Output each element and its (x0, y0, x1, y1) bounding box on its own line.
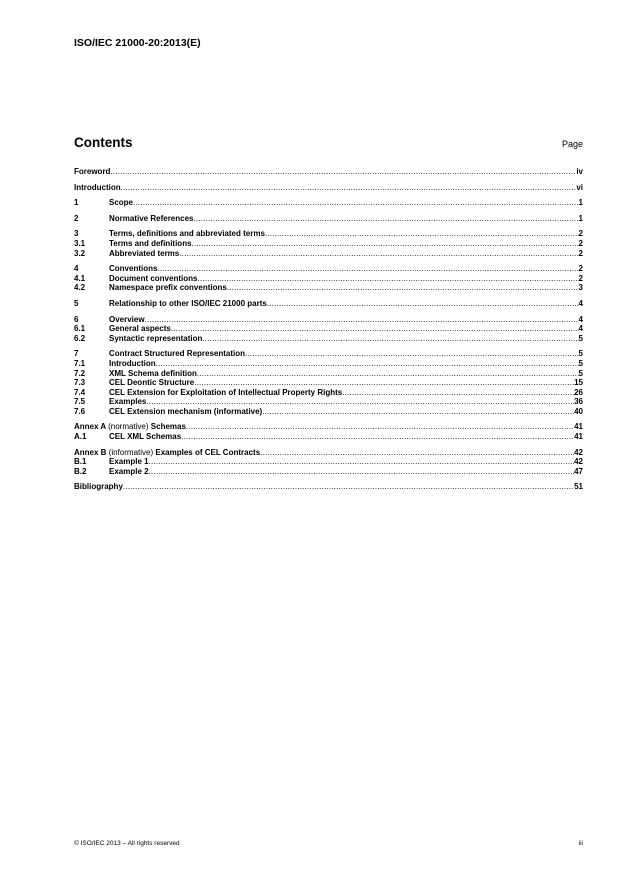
toc-entry-page: 5 (578, 358, 583, 368)
toc-entry-title: Examples of CEL Contracts (155, 447, 261, 457)
toc-entry[interactable] (74, 422, 583, 432)
toc-entry[interactable] (74, 229, 583, 239)
toc-entry-title: Introduction (109, 358, 156, 368)
toc-entry[interactable] (74, 334, 583, 344)
toc-entry-page: 42 (574, 457, 583, 467)
toc-dot-leader (197, 274, 578, 284)
toc-annex-label: Annex A (74, 422, 106, 432)
toc-entry-page: 5 (578, 349, 583, 359)
toc-entry-title: Terms and definitions (109, 238, 192, 248)
toc-dot-leader (149, 467, 575, 477)
toc-annex-qualifier: (normative) (108, 422, 149, 432)
toc-dot-leader (265, 229, 579, 239)
toc-entry-page: 2 (578, 264, 583, 274)
toc-entry[interactable] (74, 359, 583, 369)
toc-entry-page: 1 (578, 198, 583, 208)
toc-entry-page: 41 (574, 422, 583, 432)
toc-entry-page: vi (576, 182, 583, 192)
toc-dot-leader (245, 349, 579, 359)
toc-entry-page: 2 (578, 248, 583, 258)
toc-entry-number: 7.3 (74, 378, 86, 388)
toc-entry[interactable] (74, 299, 583, 309)
toc-entry[interactable] (74, 482, 583, 492)
toc-entry-title: XML Schema definition (109, 368, 197, 378)
toc-entry-title: Document conventions (109, 273, 198, 283)
toc-entry-title: Scope (109, 198, 134, 208)
toc-dot-leader (192, 239, 579, 249)
toc-entry-title: Conventions (109, 264, 158, 274)
toc-annex-label: Annex B (74, 447, 107, 457)
toc-entry[interactable] (74, 349, 583, 359)
toc-entry-title: CEL Extension for Exploitation of Intellectual Property Rights (109, 387, 343, 397)
toc-entry[interactable] (74, 457, 583, 467)
toc-entry[interactable] (74, 264, 583, 274)
toc-entry-title: Schemas (150, 422, 186, 432)
toc-dot-leader (260, 448, 574, 458)
toc-entry[interactable] (74, 183, 583, 193)
toc-dot-leader (267, 299, 579, 309)
toc-entry-title: Foreword (74, 167, 111, 176)
toc-entry-number: 4 (74, 264, 79, 274)
toc-entry-number: 2 (74, 213, 79, 223)
toc-entry[interactable] (74, 239, 583, 249)
toc-entry-page: 4 (578, 324, 583, 334)
toc-entry-page: 26 (574, 387, 583, 397)
toc-entry-number: 1 (74, 198, 79, 208)
toc-dot-leader (193, 214, 578, 224)
toc-entry-number: 7.6 (74, 406, 86, 416)
toc-dot-leader (179, 249, 578, 259)
toc-entry-number: 5 (74, 298, 79, 308)
toc-entry[interactable] (74, 467, 583, 477)
toc-entry-title: Examples (109, 397, 147, 407)
toc-entry-page: 47 (574, 466, 583, 476)
toc-entry-page: 41 (574, 432, 583, 442)
toc-entry-title: Abbreviated terms (109, 248, 180, 258)
toc-dot-leader (342, 388, 574, 398)
toc-dot-leader (121, 183, 577, 193)
toc-entry-number: 3 (74, 229, 79, 239)
toc-dot-leader (145, 315, 579, 325)
toc-annex-qualifier: (informative) (108, 447, 154, 457)
toc-entry-title: Relationship to other ISO/IEC 21000 parts (109, 298, 267, 308)
toc-entry-page: 5 (578, 368, 583, 378)
toc-entry-page: 40 (574, 406, 583, 416)
toc-entry-number: 7.1 (74, 358, 86, 368)
contents-heading: Contents (74, 135, 133, 150)
toc-entry-number: 7.2 (74, 368, 86, 378)
toc-entry-number: B.1 (74, 457, 87, 467)
toc-entry-page: 2 (578, 238, 583, 248)
toc-dot-leader (186, 422, 574, 432)
document-identifier: ISO/IEC 21000-20:2013(E) (74, 37, 201, 49)
toc-dot-leader (156, 359, 579, 369)
toc-entry-page: 15 (574, 378, 583, 388)
toc-entry-number: 3.1 (74, 238, 86, 248)
page-column-label: Page (561, 139, 583, 149)
toc-entry[interactable] (74, 324, 583, 334)
toc-entry-page: 51 (574, 482, 583, 492)
toc-entry-number: 4.1 (74, 273, 86, 283)
toc-entry-annex (74, 448, 260, 458)
toc-entry-page: 1 (578, 213, 583, 223)
toc-entry-page: iv (576, 167, 583, 176)
toc-entry-number: 4.2 (74, 283, 86, 293)
toc-entry[interactable] (74, 315, 583, 325)
toc-entry-title: Example 2 (109, 466, 149, 476)
toc-entry[interactable] (74, 283, 583, 293)
toc-entry-page: 4 (578, 314, 583, 324)
toc-entry-number: 7.4 (74, 387, 86, 397)
toc-entry-title: General aspects (109, 324, 171, 334)
toc-entry-title: Syntactic representation (109, 333, 203, 343)
toc-entry-title: Example 1 (109, 457, 149, 467)
toc-dot-leader (133, 198, 579, 208)
toc-dot-leader (146, 397, 574, 407)
toc-entry-page: 42 (574, 447, 583, 457)
toc-dot-leader (123, 482, 574, 492)
toc-dot-leader (171, 324, 579, 334)
toc-entry-page: 5 (578, 333, 583, 343)
toc-dot-leader (110, 167, 576, 177)
toc-entry-page: 2 (578, 229, 583, 239)
toc-dot-leader (181, 432, 574, 442)
toc-entry-title: Terms, definitions and abbreviated terms (109, 229, 265, 239)
toc-entry-title: Bibliography (74, 482, 123, 492)
toc-entry[interactable] (74, 388, 583, 398)
toc-entry-title: CEL Deontic Structure (109, 378, 195, 388)
toc-entry[interactable] (74, 198, 583, 208)
toc-entry-title: Contract Structured Representation (109, 349, 246, 359)
toc-entry[interactable] (74, 397, 583, 407)
toc-dot-leader (227, 283, 579, 293)
toc-entry-title: Overview (109, 314, 145, 324)
footer-page-number: iii (578, 840, 583, 847)
toc-entry-page: 4 (578, 298, 583, 308)
toc-dot-leader (157, 264, 578, 274)
toc-dot-leader (262, 407, 574, 417)
toc-dot-leader (194, 378, 574, 388)
toc-entry-number: 7 (74, 349, 79, 359)
toc-entry-number: 6 (74, 314, 79, 324)
toc-entry-number: 3.2 (74, 248, 86, 258)
toc-entry-title: CEL Extension mechanism (informative) (109, 406, 263, 416)
toc-entry-title: Normative References (109, 213, 194, 223)
toc-entry-page: 2 (578, 273, 583, 283)
toc-dot-leader (149, 457, 575, 467)
toc-entry-number: 7.5 (74, 397, 86, 407)
toc-entry-number: B.2 (74, 466, 87, 476)
toc-entry-page: 36 (574, 397, 583, 407)
toc-entry-number: A.1 (74, 432, 87, 442)
toc-entry[interactable] (74, 249, 583, 259)
toc-entry-number: 6.1 (74, 324, 86, 334)
toc-entry[interactable] (74, 167, 583, 177)
toc-entry[interactable] (74, 407, 583, 417)
footer-copyright: © ISO/IEC 2013 – All rights reserved (74, 840, 180, 847)
table-of-contents (74, 167, 583, 492)
toc-entry[interactable] (74, 378, 583, 388)
toc-entry-number: 6.2 (74, 333, 86, 343)
toc-entry[interactable] (74, 448, 583, 458)
toc-entry-title: CEL XML Schemas (109, 432, 182, 442)
toc-entry-page: 3 (578, 283, 583, 293)
toc-entry[interactable] (74, 214, 583, 224)
toc-entry-title: Namespace prefix conventions (109, 283, 227, 293)
toc-entry-annex (74, 422, 186, 432)
toc-entry-title: Introduction (74, 182, 121, 192)
toc-dot-leader (197, 369, 579, 379)
toc-entry[interactable] (74, 274, 583, 284)
toc-entry[interactable] (74, 369, 583, 379)
toc-dot-leader (202, 334, 578, 344)
toc-entry[interactable] (74, 432, 583, 442)
